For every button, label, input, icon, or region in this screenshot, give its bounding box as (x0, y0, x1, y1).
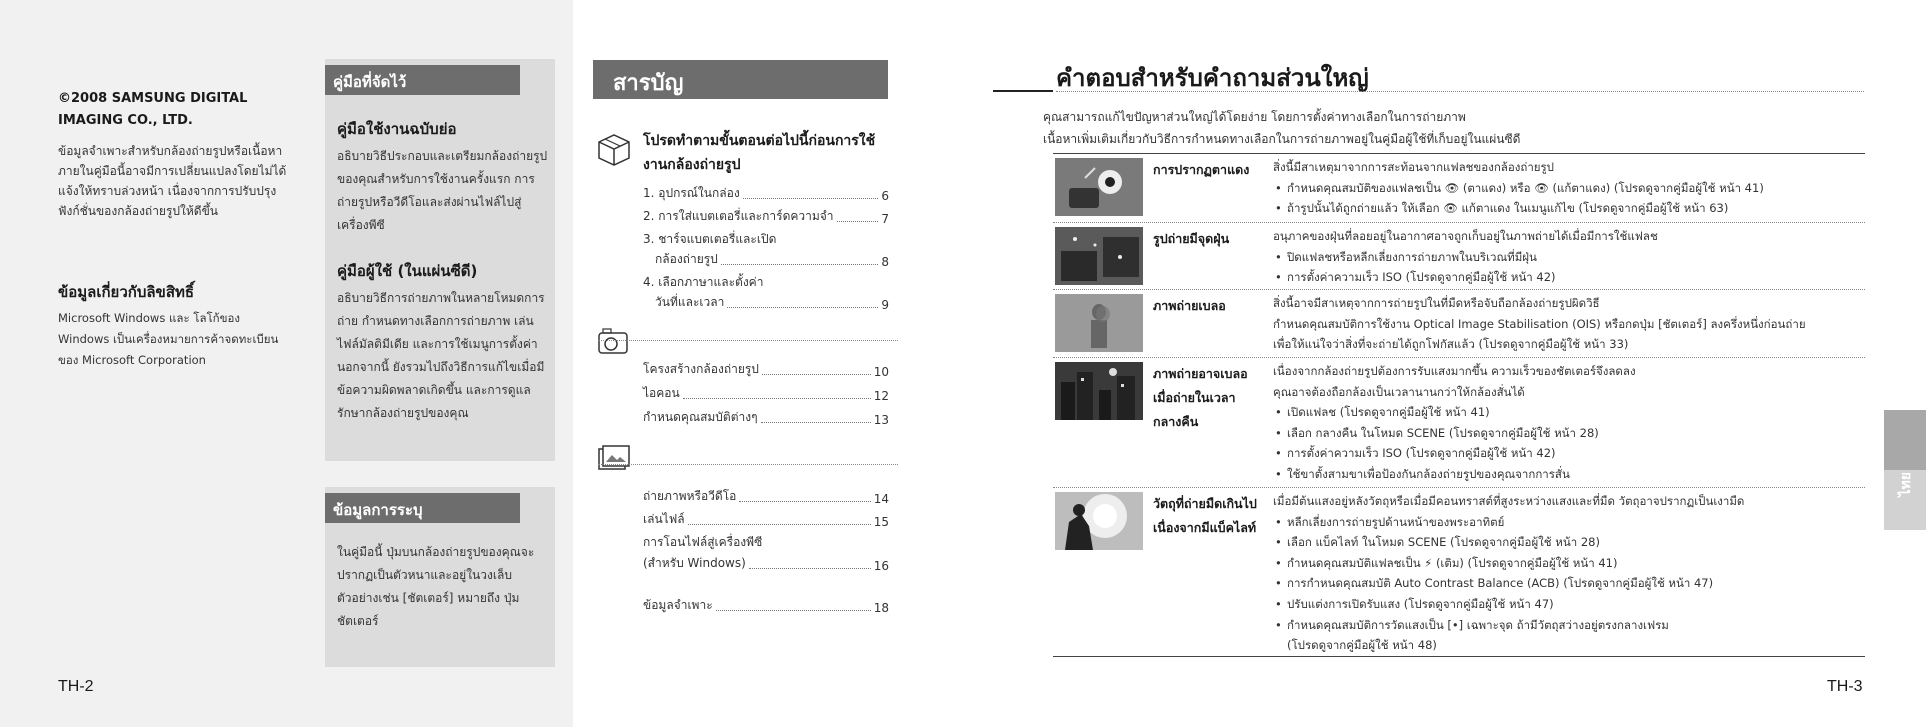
faq-intro: คุณสามารถแก้ไขปัญหาส่วนใหญ่ได้โดยง่าย โดยการตั้งค่าทางเลือกในการถ่ายภาพ เนื้อหาเพิ่มเติมเกี่ยวกับวิธีการกำหนดทางเลือกในการถ่ายภาพอยู่ในคู่มือผู้ใช้ที่เก็บอยู่ในแผ่นซีดี (1043, 110, 1521, 146)
backlight-image (1055, 492, 1143, 550)
toc-heading: โปรดทำตามขั้นตอนต่อไปนี้ก่อนการใช้งานกล้องถ่ายรูป (643, 133, 876, 173)
toc-item[interactable]: กำหนดคุณสมบัติต่างๆ 13 (643, 410, 889, 427)
faq-answer: สิ่งนี้อาจมีสาเหตุจากการถ่ายรูปในที่มืดหรือจับถือกล้องถ่ายรูปผิดวิธี กำหนดคุณสมบัติการใช้งาน Optical Image Stabilisation (OIS) หรือกดปุ่ม [ชัตเตอร์] ลงครึ่งหนึ่งก่อนถ่าย เพื่อให้แน่ใจว่าสิ่งที่จะถ่ายได้ถูกโฟกัสแล้ว (โปรดดูจากคู่มือผู้ใช้ หน้า 33) (1273, 296, 1806, 352)
faq-answer: สิ่งนี้มีสาเหตุมาจากการสะท้อนจากแฟลชของกล้องถ่ายรูป • กำหนดคุณสมบัติของแฟลชเป็น 👁 (ตาแดง) หรือ 👁 (แก้ตาแดง) (โปรดดูจากคู่มือผู้ใช้ หน้า 41) • ถ้ารูปนั้นได้ถูกถ่ายแล้ว ให้เลือก 👁 แก้ตาแดง ในเมนูแก้ไข (โปรดดูจากคู่มือผู้ใช้ หน้า 63) (1273, 157, 1863, 219)
toc-item[interactable]: เล่นไฟล์ 15 (643, 512, 889, 529)
user-manual-title: คู่มือผู้ใช้ (ในแผ่นซีดี) (337, 262, 478, 280)
user-manual-desc: อธิบายวิธีการถ่ายภาพในหลายโหมดการถ่าย กำหนดทางเลือกการถ่ายภาพ เล่นไฟล์มัลติมีเดีย และการใช้เมนูการตั้งค่า นอกจากนี้ ยังรวมไปถึงวิธีการแก้ไขเมื่อมีข้อความผิดพลาดเกิดขึ้น และการดูแลรักษากล้องถ่ายรูปของคุณ (337, 291, 545, 420)
language-tab-marker (1884, 410, 1926, 470)
toc-item[interactable]: ข้อมูลจำเพาะ 18 (643, 598, 889, 615)
toc-item[interactable]: วันที่และเวลา 9 (655, 295, 889, 312)
toc-item[interactable]: 4. เลือกภาษาและตั้งค่า (643, 275, 764, 289)
night-image (1055, 362, 1143, 420)
faq-category: ภาพถ่ายเบลอ (1153, 298, 1226, 313)
toc-item[interactable]: 3. ชาร์จแบตเตอรี่และเปิด (643, 232, 777, 246)
faq-row (1053, 488, 1865, 657)
faq-row (1053, 154, 1865, 223)
right-page (963, 0, 1926, 727)
conventions-box (325, 487, 555, 667)
toc-separator (598, 340, 898, 341)
conventions-text: ในคู่มือนี้ ปุ่มบนกล้องถ่ายรูปของคุณจะปรากฏเป็นตัวหนาและอยู่ในวงเล็บ ตัวอย่างเช่น [ชัตเตอร์] หมายถึง ปุ่มชัตเตอร์ (337, 545, 535, 628)
toc-item[interactable]: 1. อุปกรณ์ในกล่อง 6 (643, 186, 889, 203)
toc-item[interactable]: 2. การใส่แบตเตอรี่และการ์ดความจำ 7 (643, 209, 889, 226)
faq-row (1053, 223, 1865, 290)
faq-title: คำตอบสำหรับคำถามส่วนใหญ่ (1056, 64, 1369, 92)
language-tab-label: ไทย (1898, 472, 1914, 497)
blur-image (1055, 294, 1143, 352)
faq-row (1053, 358, 1865, 488)
toc-item[interactable]: กล้องถ่ายรูป 8 (655, 252, 889, 269)
trademark-title: ข้อมูลเกี่ยวกับลิขสิทธิ์ (58, 283, 195, 301)
title-rule (993, 90, 1053, 92)
page-number-left: TH-2 (58, 678, 94, 695)
faq-answer: เมื่อมีต้นแสงอยู่หลังวัตถุหรือเมื่อมีคอนทราสต์ที่สูงระหว่างแสงและที่มืด วัตถุอาจปรากฏเป็นเงามืด • หลีกเลี่ยงการถ่ายรูปด้านหน้าของพระอาทิตย์ • เลือก แบ็คไลท์ ในโหมด SCENE (โปรดดูจากคู่มือผู้ใช้ หน้า 28) • กำหนดคุณสมบัติแฟลชเป็น ⚡ (เติม) (โปรดดูจากคู่มือผู้ใช้ หน้า 41) • การกำหนดคุณสมบัติ Auto Contrast Balance (ACB) (โปรดดูจากคู่มือผู้ใช้ หน้า 47) • ปรับแต่งการเปิดรับแสง (โปรดดูจากคู่มือผู้ใช้ หน้า 47) • กำหนดคุณสมบัติการวัดแสงเป็น [•] เฉพาะจุด ถ้ามีวัตถุสว่างอยู่ตรงกลางเฟรม (โปรดดูจากคู่มือผู้ใช้ หน้า 48) (1273, 491, 1863, 656)
faq-category: วัตถุที่ถ่ายมืดเกินไปเนื่องจากมีแบ็คไลท์ (1153, 496, 1257, 535)
faq-category: รูปถ่ายมีจุดฝุ่น (1153, 231, 1230, 246)
faq-answer: เนื่องจากกล้องถ่ายรูปต้องการรับแสงมากขึ้น ความเร็วของชัตเตอร์จึงลดลง คุณอาจต้องถือกล้องเป็นเวลานานกว่าให้กล้องสั่นได้ • เปิดแฟลช (โปรดดูจากคู่มือผู้ใช้ หน้า 41) • เลือก กลางคืน ในโหมด SCENE (โปรดดูจากคู่มือผู้ใช้ หน้า 28) • การตั้งค่าความเร็ว ISO (โปรดดูจากคู่มือผู้ใช้ หน้า 42) • ใช้ขาตั้งสามขาเพื่อป้องกันกล้องถ่ายรูปของคุณจากการสั่น (1273, 361, 1863, 485)
provided-guides-box (325, 59, 555, 461)
quick-start-desc: อธิบายวิธีประกอบและเตรียมกล้องถ่ายรูปของคุณสำหรับการใช้งานครั้งแรก การถ่ายรูปหรือวีดีโอและส่งผ่านไฟล์ไปสู่เครื่องพีซี (337, 149, 548, 232)
toc-item[interactable]: (สำหรับ Windows) 16 (643, 556, 889, 573)
conventions-header: ข้อมูลการระบุ (325, 493, 520, 523)
toc-title: สารบัญ (593, 60, 888, 99)
left-page (0, 0, 573, 727)
faq-category: การปรากฏตาแดง (1153, 162, 1250, 177)
dust-image (1055, 227, 1143, 285)
title-divider (1056, 91, 1864, 92)
photo-icon (595, 443, 633, 479)
quick-start-title: คู่มือใช้งานฉบับย่อ (337, 120, 457, 138)
trademark-text: Microsoft Windows และ โลโก้ของ Windows เป็นเครื่องหมายการค้าจดทะเบียนของ Microsoft Corporation (58, 311, 279, 367)
toc-separator (598, 464, 898, 465)
toc-page (573, 0, 963, 727)
box-icon (595, 130, 633, 172)
toc-item[interactable]: ไอคอน 12 (643, 386, 889, 403)
toc-item[interactable]: ถ่ายภาพหรือวีดีโอ 14 (643, 489, 889, 506)
toc-item[interactable]: การโอนไฟล์สู่เครื่องพีซี (643, 535, 763, 549)
camera-icon (595, 323, 633, 365)
faq-row (1053, 290, 1865, 358)
faq-category: ภาพถ่ายอาจเบลอเมื่อถ่ายในเวลากลางคืน (1153, 366, 1248, 429)
toc-item[interactable]: โครงสร้างกล้องถ่ายรูป 10 (643, 362, 889, 379)
copyright-notice: ©2008 SAMSUNG DIGITAL IMAGING CO., LTD. (58, 91, 248, 128)
faq-answer: อนุภาคของฝุ่นที่ลอยอยู่ในอากาศอาจถูกเก็บอยู่ในภาพถ่ายได้เมื่อมีการใช้แฟลช • ปิดแฟลชหรือหลีกเลี่ยงการถ่ายภาพในบริเวณที่มีฝุ่น • การตั้งค่าความเร็ว ISO (โปรดดูจากคู่มือผู้ใช้ หน้า 42) (1273, 226, 1863, 288)
faq-table (1053, 153, 1865, 653)
red-eye-image (1055, 158, 1143, 216)
page-number-right: TH-3 (1827, 678, 1863, 695)
specification-notice: ข้อมูลจำเพาะสำหรับกล้องถ่ายรูปหรือเนื้อหาภายในคู่มือนี้อาจมีการเปลี่ยนแปลงโดยไม่ได้แจ้งให้ทราบล่วงหน้า เนื่องจากการปรับปรุงฟังก์ชั่นของกล้องถ่ายรูปให้ดีขึ้น (58, 144, 287, 218)
guides-header: คู่มือที่จัดไว้ (325, 65, 520, 95)
